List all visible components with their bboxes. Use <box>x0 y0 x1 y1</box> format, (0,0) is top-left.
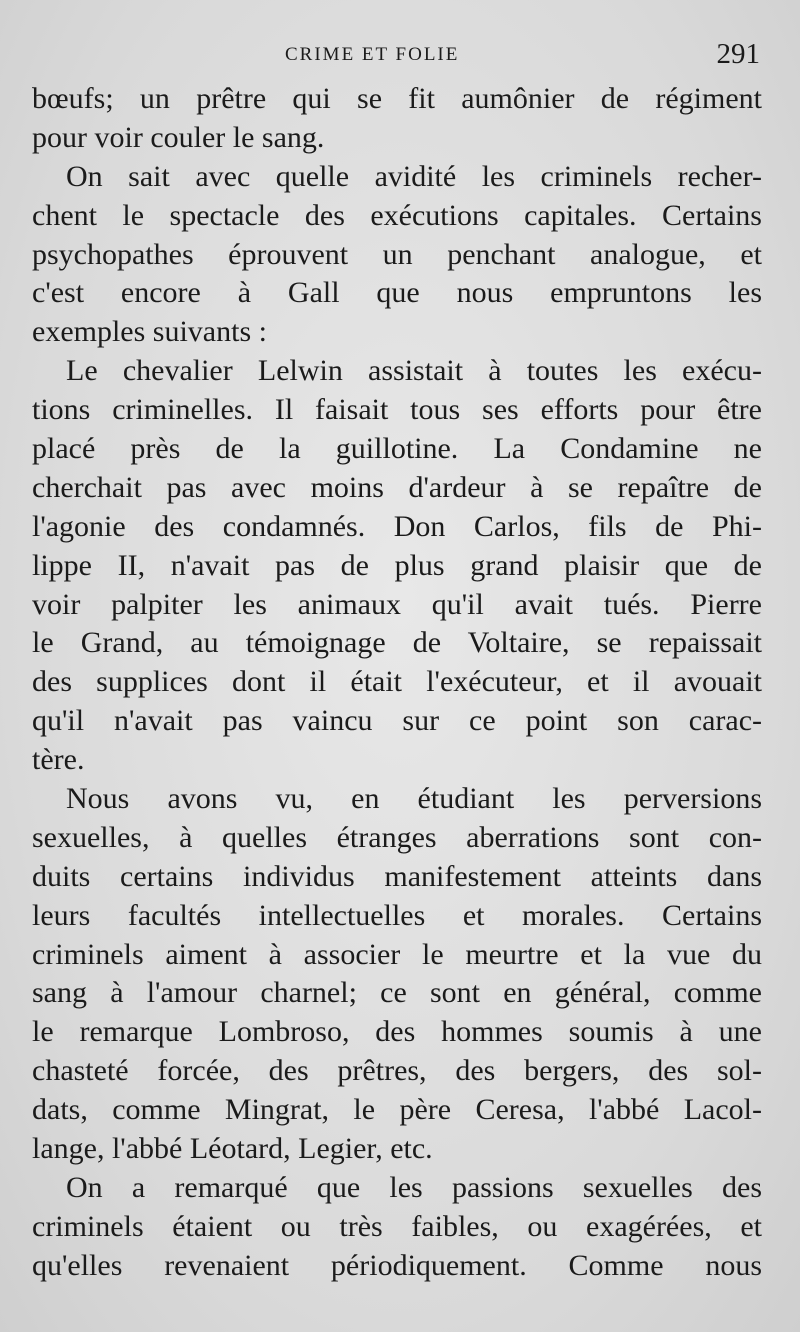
text-line: le Grand, au témoignage de Voltaire, se repaissait <box>32 626 762 660</box>
text-line: psychopathes éprouvent un penchant analogue, et <box>32 237 762 271</box>
text-line: cherchait pas avec moins d'ardeur à se repaître de <box>32 470 762 504</box>
body-text <box>32 80 762 1286</box>
text-line: tions criminelles. Il faisait tous ses efforts pour être <box>32 393 762 427</box>
text-line: pour voir couler le sang. <box>32 120 325 154</box>
text-line: qu'elles revenaient périodiquement. Comme nous <box>32 1248 762 1282</box>
text-line: des supplices dont il était l'exécuteur, et il avouait <box>32 665 762 699</box>
text-line: tère. <box>32 743 85 777</box>
text-line: l'agonie des condamnés. Don Carlos, fils de Phi- <box>32 509 762 543</box>
page-number: 291 <box>716 38 760 70</box>
text-line: voir palpiter les animaux qu'il avait tués. Pierre <box>32 587 762 621</box>
text-line: Le chevalier Lelwin assistait à toutes les exécu- <box>66 354 762 388</box>
text-line: criminels étaient ou très faibles, ou exagérées, et <box>32 1209 762 1243</box>
text-line: c'est encore à Gall que nous empruntons les <box>32 276 762 310</box>
text-line: Nous avons vu, en étudiant les perversions <box>66 782 762 816</box>
text-line: criminels aiment à associer le meurtre et la vue du <box>32 937 762 971</box>
text-line: exemples suivants : <box>32 315 267 349</box>
text-line: lange, l'abbé Léotard, Legier, etc. <box>32 1132 433 1166</box>
text-line: bœufs; un prêtre qui se fit aumônier de régiment <box>32 82 762 115</box>
text-line: leurs facultés intellectuelles et morales. Certains <box>32 898 762 932</box>
text-line: lippe II, n'avait pas de plus grand plaisir que de <box>32 548 762 582</box>
page-header <box>0 38 800 78</box>
text-line: chent le spectacle des exécutions capitales. Certains <box>32 198 762 232</box>
running-title: CRIME ET FOLIE <box>285 44 460 65</box>
text-line: On a remarqué que les passions sexuelles des <box>66 1170 762 1204</box>
text-line: sexuelles, à quelles étranges aberrations sont con- <box>32 820 762 854</box>
text-line: sang à l'amour charnel; ce sont en général, comme <box>32 976 762 1010</box>
text-line: dats, comme Mingrat, le père Ceresa, l'abbé Lacol- <box>32 1093 762 1127</box>
text-line: placé près de la guillotine. La Condamine ne <box>32 432 762 466</box>
text-line: On sait avec quelle avidité les criminels recher- <box>66 159 762 193</box>
text-line: qu'il n'avait pas vaincu sur ce point son carac- <box>32 704 762 738</box>
text-line: le remarque Lombroso, des hommes soumis à une <box>32 1015 762 1049</box>
text-line: chasteté forcée, des prêtres, des bergers, des sol- <box>32 1054 762 1088</box>
text-line: duits certains individus manifestement atteints dans <box>32 859 762 893</box>
